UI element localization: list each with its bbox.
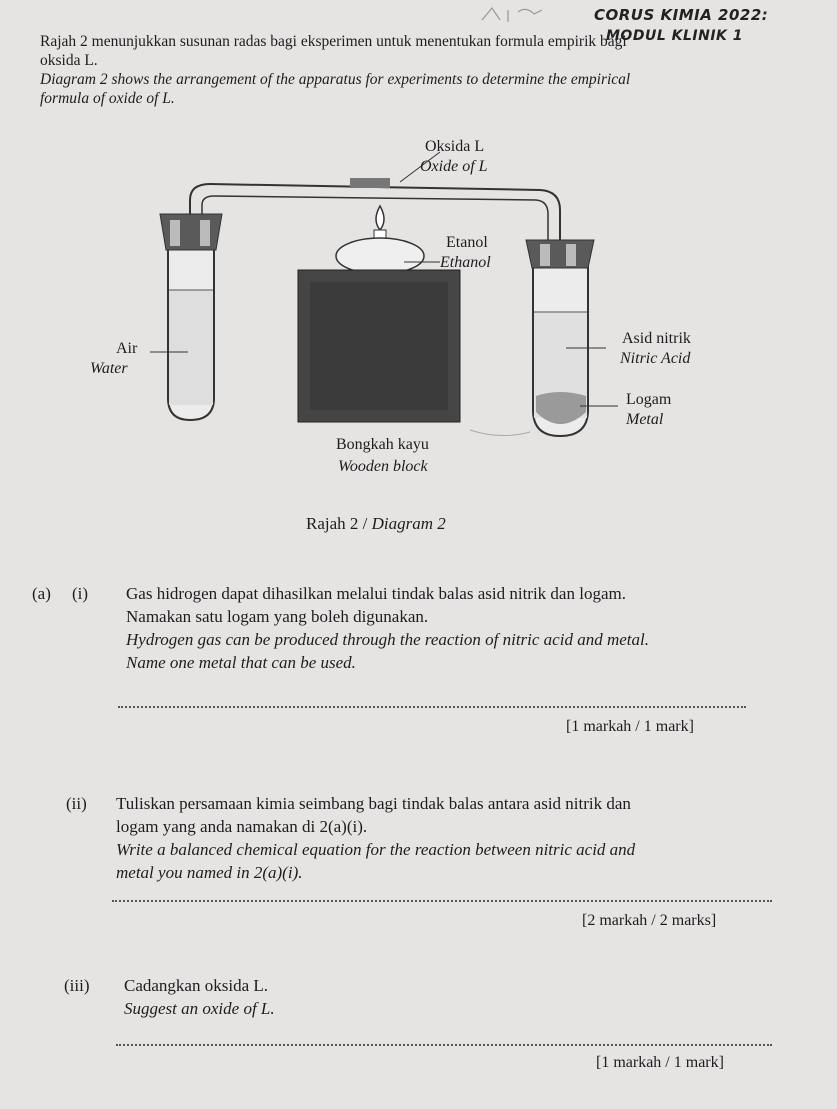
caption-separator: / (362, 514, 368, 533)
part-label: (a) (32, 584, 51, 603)
label-oxide-english: Oxide of L (420, 158, 488, 175)
q1-malay-line2: Namakan satu logam yang boleh digunakan. (126, 607, 429, 626)
spirit-lamp (336, 238, 424, 274)
label-water-english: Water (90, 360, 128, 377)
caption-english: Diagram 2 (371, 514, 446, 533)
q1-english-line1: Hydrogen gas can be produced through the reaction of nitric acid and metal. (126, 630, 649, 649)
q1-mark: [1 markah / 1 mark] (566, 718, 694, 735)
q1-english-line2: Name one metal that can be used. (126, 653, 356, 672)
label-acid-english: Nitric Acid (620, 350, 691, 367)
intro-english-line2: formula of oxide of L. (40, 90, 175, 107)
label-water-malay: Air (116, 340, 138, 357)
diagram-caption (306, 514, 446, 534)
label-block-english: Wooden block (338, 458, 428, 475)
q3-answer-line[interactable] (116, 1044, 772, 1046)
flame (376, 206, 384, 230)
q2-malay-line2: logam yang anda namakan di 2(a)(i). (116, 817, 368, 836)
q1-text (126, 582, 816, 674)
label-oxide-malay: Oksida L (425, 138, 485, 155)
q2-mark: [2 markah / 2 marks] (582, 912, 717, 929)
q2-text (116, 792, 816, 884)
apparatus-diagram (0, 0, 837, 540)
q2-answer-line[interactable] (112, 900, 772, 902)
label-ethanol-english: Ethanol (440, 254, 491, 271)
intro-malay-line1: Rajah 2 menunjukkan susunan radas bagi eksperimen untuk menentukan formula empirik bagi (40, 33, 627, 50)
label-metal-malay: Logam (626, 391, 672, 408)
label-metal-english: Metal (626, 411, 664, 428)
q3-english-line1: Suggest an oxide of L. (124, 999, 275, 1018)
header-title: CORUS KIMIA 2022: (594, 6, 769, 24)
q3-number: (iii) (64, 976, 90, 995)
right-stopper (526, 240, 594, 268)
q2-english-line1: Write a balanced chemical equation for the reaction between nitric acid and (116, 840, 636, 859)
q3-text (124, 974, 724, 1020)
q2-number: (ii) (66, 794, 87, 813)
q3-mark: [1 markah / 1 mark] (596, 1054, 724, 1071)
header-subtitle: MODUL KLINIK 1 (606, 28, 743, 44)
label-block-malay: Bongkah kayu (336, 436, 429, 453)
label-ethanol-malay: Etanol (446, 234, 488, 251)
q2-malay-line1: Tuliskan persamaan kimia seimbang bagi tindak balas antara asid nitrik dan (116, 794, 631, 813)
caption-malay: Rajah 2 (306, 514, 359, 533)
q1-malay-line1: Gas hidrogen dapat dihasilkan melalui tindak balas asid nitrik dan logam. (126, 584, 626, 603)
left-stopper (160, 214, 222, 250)
q1-number: (i) (72, 584, 89, 603)
q3-malay-line1: Cadangkan oksida L. (124, 976, 268, 995)
intro-malay-line2: oksida L. (40, 52, 98, 69)
oxide-sample (350, 178, 390, 188)
q1-answer-line[interactable] (118, 706, 746, 708)
label-acid-malay: Asid nitrik (622, 330, 691, 347)
intro-english-line1: Diagram 2 shows the arrangement of the apparatus for experiments to determine the empirical (40, 71, 631, 88)
q2-english-line2: metal you named in 2(a)(i). (116, 863, 303, 882)
